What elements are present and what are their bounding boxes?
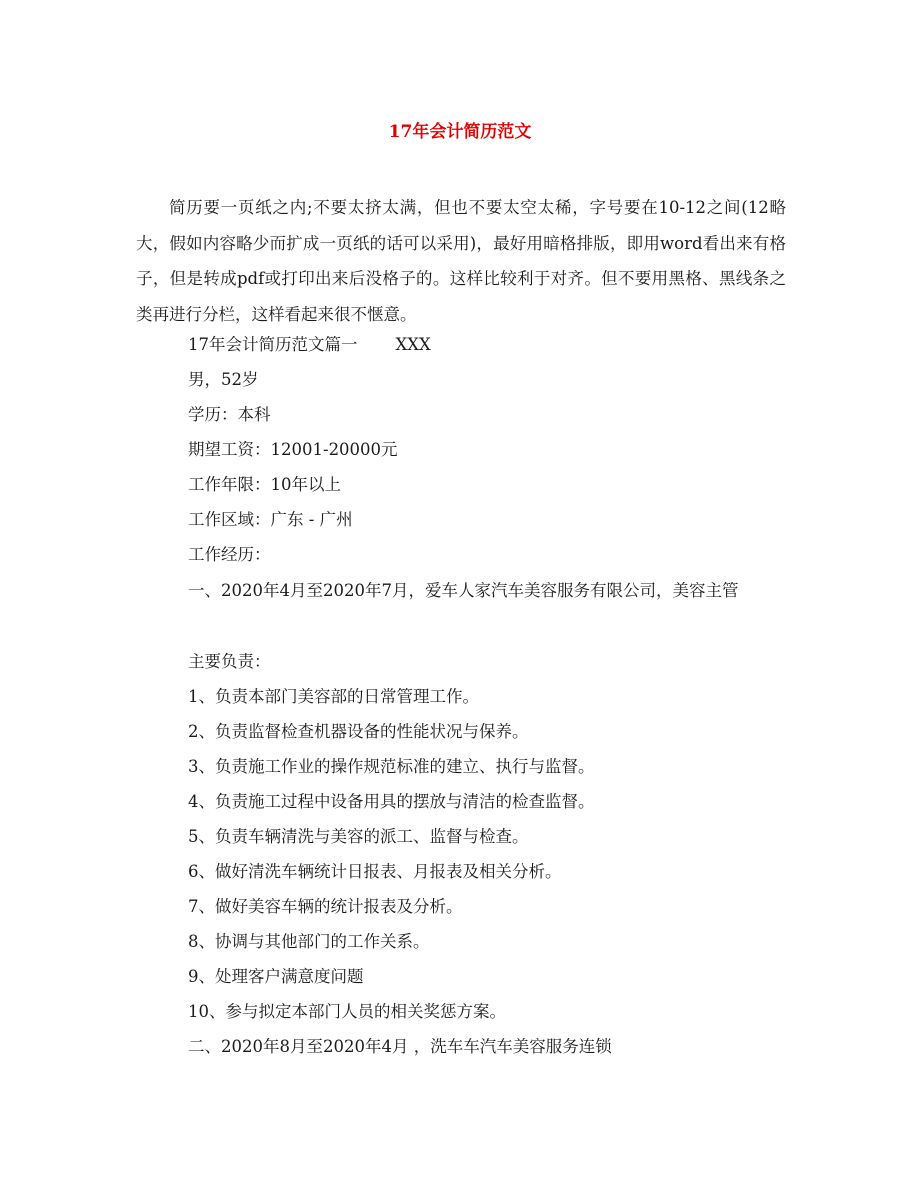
experience-years: 工作年限：10年以上 (188, 475, 341, 494)
work-history-label: 工作经历： (188, 545, 271, 564)
section-heading-line (188, 332, 431, 358)
duties-label: 主要负责： (188, 652, 271, 671)
gender-age: 男，52岁 (188, 370, 259, 389)
duty-item: 4、负责施工过程中设备用具的摆放与清洁的检查监督。 (188, 792, 595, 811)
job-entry-1: 一、2020年4月至2020年7月，爱车人家汽车美容服务有限公司，美容主管 (188, 581, 739, 600)
duty-item: 9、处理客户满意度问题 (188, 967, 364, 986)
duty-item: 10、参与拟定本部门人员的相关奖惩方案。 (188, 1002, 506, 1021)
document-title: 17年会计简历范文 (388, 122, 532, 142)
duty-item: 2、负责监督检查机器设备的性能状况与保养。 (188, 722, 529, 741)
duty-item: 3、负责施工作业的操作规范标准的建立、执行与监督。 (188, 757, 595, 776)
education: 学历：本科 (188, 405, 271, 424)
duty-item: 7、做好美容车辆的统计报表及分析。 (188, 897, 463, 916)
work-region: 工作区域：广东 - 广州 (188, 510, 353, 529)
expected-salary: 期望工资：12001-20000元 (188, 440, 398, 459)
intro-paragraph: 简历要一页纸之内;不要太挤太满，但也不要太空太稀，字号要在10-12之间(12略大，假如内容略少而扩成一页纸的话可以采用)，最好用暗格排版，即用word看出来有格子，但是转成pdf或打印出来后没格子的。这样比较利于对齐。但不要用黑格、黑线条之类再进行分栏，这样看起来很不惬意。 (136, 198, 786, 324)
section-heading: 17年会计简历范文篇一 (188, 335, 358, 354)
duty-item: 8、协调与其他部门的工作关系。 (188, 932, 430, 951)
candidate-name: XXX (395, 335, 431, 354)
duty-item: 6、做好清洗车辆统计日报表、月报表及相关分析。 (188, 862, 562, 881)
job-entry-2: 二、2020年8月至2020年4月 ，洗车车汽车美容服务连锁 (188, 1037, 612, 1056)
duty-item: 1、负责本部门美容部的日常管理工作。 (188, 687, 479, 706)
duty-item: 5、负责车辆清洗与美容的派工、监督与检查。 (188, 827, 529, 846)
